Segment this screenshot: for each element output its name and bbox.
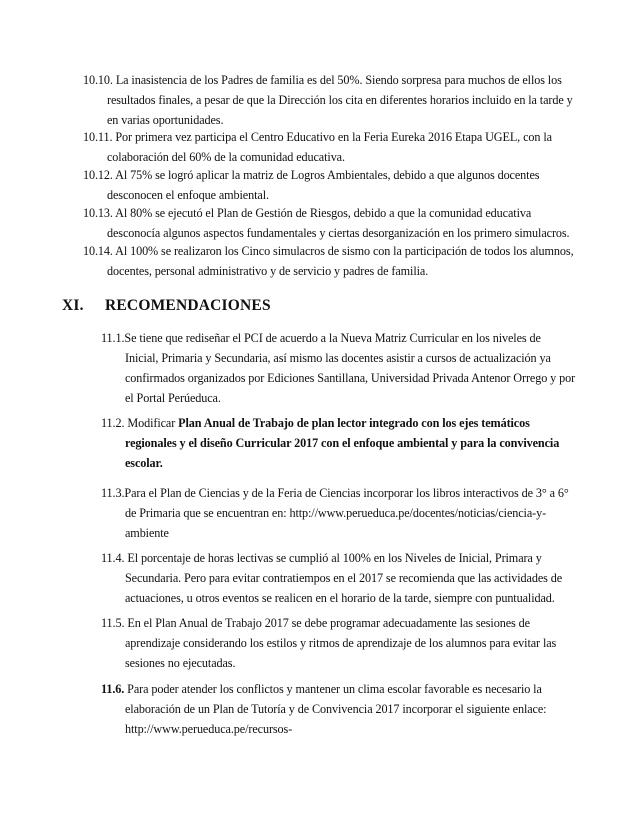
text-line: colaboración del 60% de la comunidad educativa. <box>107 150 345 164</box>
text-line: aprendizaje considerando los estilos y ritmos de aprendizaje de los alumnos para evitar las <box>125 636 557 650</box>
text-line: desconocía algunos aspectos fundamentales y ciertas desorganización en los primero simulacros. <box>107 226 570 240</box>
text-line: desconocen el enfoque ambiental. <box>107 188 269 202</box>
text-line: elaboración de un Plan de Tutoría y de Convivencia 2017 incorporar el siguiente enlace: <box>125 702 547 716</box>
text-line <box>101 453 559 473</box>
text-line: http://www.perueduca.pe/recursos- <box>125 722 293 736</box>
text-line: resultados finales, a pesar de que la Dirección los cita en diferentes horarios incluido en la tarde y <box>107 93 573 107</box>
text-line: en varias oportunidades. <box>107 113 224 127</box>
bold-text: Plan Anual de Trabajo de plan lector integrado con los ejes temáticos <box>178 416 530 430</box>
text-line <box>101 679 546 699</box>
list-item-10-12 <box>83 165 539 205</box>
text-line: 11.4. El porcentaje de horas lectivas se cumplió al 100% en los Niveles de Inicial, Primara y <box>101 551 542 565</box>
text-line: 11.5. En el Plan Anual de Trabajo 2017 se debe programar adecuadamente las sesiones de <box>101 616 530 630</box>
text-line: 11.3.Para el Plan de Ciencias y de la Feria de Ciencias incorporar los libros interactivos de 3° a 6° <box>101 486 569 500</box>
section-title: RECOMENDACIONES <box>105 297 271 314</box>
list-item-10-10 <box>83 70 573 130</box>
list-item-11-3 <box>101 483 569 543</box>
section-number: XI. <box>62 297 84 314</box>
text-line: de Primaria que se encuentran en: http://www.perueduca.pe/docentes/noticias/ciencia-y- <box>125 506 547 520</box>
text-line: el Portal Perúeduca. <box>125 391 221 405</box>
text-line <box>101 413 559 433</box>
bold-text: escolar. <box>125 456 163 470</box>
text-line: docentes, personal administrativo y de servicio y padres de familia. <box>107 264 429 278</box>
list-item-11-1 <box>101 328 575 408</box>
text-line: 10.11. Por primera vez participa el Centro Educativo en la Feria Eureka 2016 Etapa UGEL, con la <box>83 130 552 144</box>
text-line: 10.14. Al 100% se realizaron los Cinco simulacros de sismo con la participación de todos los alumnos, <box>83 244 574 258</box>
bold-text: 11.6. <box>101 682 125 696</box>
list-item-10-14 <box>83 241 574 281</box>
text-line: 10.13. Al 80% se ejecutó el Plan de Gestión de Riesgos, debido a que la comunidad educativa <box>83 206 532 220</box>
list-item-11-5 <box>101 613 556 673</box>
list-item-11-4 <box>101 548 562 608</box>
text-line: ambiente <box>125 526 169 540</box>
text-line: sesiones no ejecutadas. <box>125 656 236 670</box>
text-line: 11.1.Se tiene que rediseñar el PCI de acuerdo a la Nueva Matriz Curricular en los niveles de <box>101 331 541 345</box>
bold-text: regionales y el diseño Curricular 2017 con el enfoque ambiental y para la convivencia <box>125 436 560 450</box>
text-line <box>101 433 559 453</box>
list-item-11-2 <box>101 413 559 473</box>
text-line: 10.10. La inasistencia de los Padres de familia es del 50%. Siendo sorpresa para muchos de ellos los <box>83 73 562 87</box>
text-line: Secundaria. Pero para evitar contratiempos en el 2017 se recomienda que las actividades de <box>125 571 563 585</box>
text-fragment: Para poder atender los conflictos y mantener un clima escolar favorable es necesario la <box>124 682 542 696</box>
list-item-11-6 <box>101 679 546 739</box>
text-line: Inicial, Primaria y Secundaria, así mismo las docentes asistir a cursos de actualización ya <box>125 351 551 365</box>
text-line: confirmados organizados por Ediciones Santillana, Universidad Privada Antenor Orrego y por <box>125 371 576 385</box>
list-item-10-11 <box>83 127 552 167</box>
text-line: 10.12. Al 75% se logró aplicar la matriz de Logros Ambientales, debido a que algunos docentes <box>83 168 540 182</box>
list-item-10-13 <box>83 203 570 243</box>
text-line: actuaciones, u otros eventos se realicen en el horario de la tarde, siempre con puntualidad. <box>125 591 555 605</box>
section-heading <box>62 297 271 315</box>
text-fragment: 11.2. Modificar <box>101 416 179 430</box>
